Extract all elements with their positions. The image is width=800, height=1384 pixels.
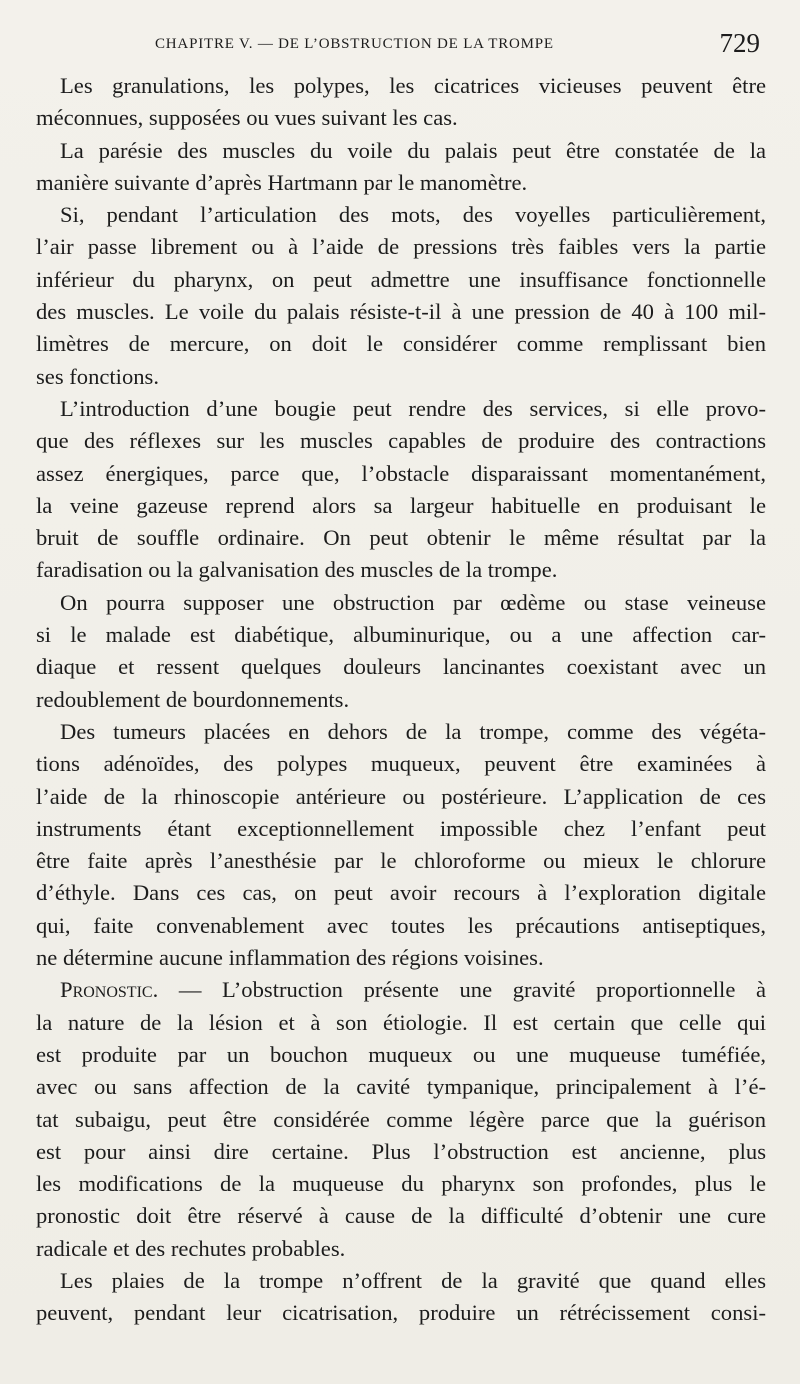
text-line: Si, pendant l’articulation des mots, des voyelles particulièrement, <box>60 202 766 228</box>
text-line: que des réflexes sur les muscles capables de produire des contractions <box>36 428 766 454</box>
body-text <box>36 70 766 1330</box>
text-line: On pourra supposer une obstruction par œdème ou stase veineuse <box>60 589 766 615</box>
text-line: assez énergiques, parce que, l’obstacle disparaissant momentanément, <box>36 460 766 486</box>
text-line: pronostic doit être réservé à cause de la difficulté d’obtenir une cure <box>36 1203 766 1229</box>
section-label: Pronostic. <box>60 977 159 1003</box>
text-line: la nature de la lésion et à son étiologie. Il est certain que celle qui <box>36 1009 766 1035</box>
text-line: redoublement de bourdonnements. <box>36 686 350 712</box>
text-line: faradisation ou la galvanisation des muscles de la trompe. <box>36 557 558 583</box>
text-line: inférieur du pharynx, on peut admettre une insuffisance fonctionnelle <box>36 266 766 292</box>
text-line: instruments étant exceptionnellement impossible chez l’enfant peut <box>36 815 766 841</box>
text-line: ne détermine aucune inflammation des régions voisines. <box>36 945 544 971</box>
text-line: est produite par un bouchon muqueux ou une muqueuse tuméfiée, <box>36 1041 766 1067</box>
running-header <box>0 28 800 68</box>
text-line: L’introduction d’une bougie peut rendre des services, si elle provo- <box>60 395 766 421</box>
text-line: des muscles. Le voile du palais résiste-t-il à une pression de 40 à 100 mil- <box>36 299 766 325</box>
text-line: l’air passe librement ou à l’aide de pressions très faibles vers la partie <box>36 234 766 260</box>
text-line: si le malade est diabétique, albuminurique, ou a une affection car- <box>36 622 766 648</box>
text-line: limètres de mercure, on doit le considérer comme remplissant bien <box>36 331 766 357</box>
text-line: tions adénoïdes, des polypes muqueux, peuvent être examinées à <box>36 751 766 777</box>
text-line: l’aide de la rhinoscopie antérieure ou postérieure. L’application de ces <box>36 783 766 809</box>
text-line: d’éthyle. Dans ces cas, on peut avoir recours à l’exploration digitale <box>36 880 766 906</box>
text-line: manière suivante d’après Hartmann par le manomètre. <box>36 169 528 195</box>
text-line: La parésie des muscles du voile du palais peut être constatée de la <box>60 137 766 163</box>
chapter-title: CHAPITRE V. — DE L’OBSTRUCTION DE LA TROMPE <box>155 36 554 52</box>
text-line: radicale et des rechutes probables. <box>36 1235 346 1261</box>
text-line: être faite après l’anesthésie par le chloroforme ou mieux le chlorure <box>36 848 766 874</box>
text-line: peuvent, pendant leur cicatrisation, produire un rétrécissement consi- <box>36 1300 766 1326</box>
text-line: diaque et ressent quelques douleurs lancinantes coexistant avec un <box>36 654 766 680</box>
text-line: avec ou sans affection de la cavité tympanique, principalement à l’é- <box>36 1074 766 1100</box>
text-line: Pronostic. — L’obstruction présente une gravité proportionnelle à <box>60 977 766 1003</box>
text-line: la veine gazeuse reprend alors sa largeur habituelle en produisant le <box>36 492 766 518</box>
text-line: Des tumeurs placées en dehors de la trompe, comme des végéta- <box>60 718 766 744</box>
text-line: est pour ainsi dire certaine. Plus l’obstruction est ancienne, plus <box>36 1138 766 1164</box>
text-line: tat subaigu, peut être considérée comme légère parce que la guérison <box>36 1106 766 1132</box>
text-line: méconnues, supposées ou vues suivant les cas. <box>36 105 458 131</box>
text-line: qui, faite convenablement avec toutes les précautions antiseptiques, <box>36 912 766 938</box>
text-line: les modifications de la muqueuse du pharynx son profondes, plus le <box>36 1171 766 1197</box>
text-line: Les granulations, les polypes, les cicatrices vicieuses peuvent être <box>60 73 766 98</box>
text-line: bruit de souffle ordinaire. On peut obtenir le même résultat par la <box>36 525 766 551</box>
text-line: Les plaies de la trompe n’offrent de la gravité que quand elles <box>60 1267 766 1293</box>
text-line: ses fonctions. <box>36 363 159 389</box>
page-number: 729 <box>719 28 760 58</box>
